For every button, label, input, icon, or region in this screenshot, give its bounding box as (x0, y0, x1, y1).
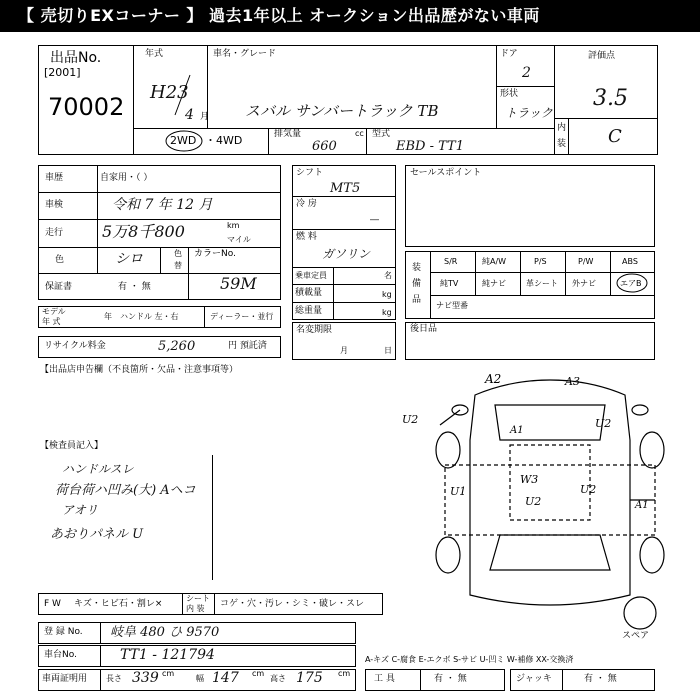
cc-value: 660 (312, 139, 337, 154)
mileage-unit-km: km (227, 221, 240, 230)
damage-mark-u2-center: U2 (525, 495, 542, 508)
model-year-label-1: モデル (42, 307, 66, 316)
wid-label: 幅 (196, 674, 204, 683)
equip-label-2: 備 (412, 279, 422, 289)
equip-airbag: エアB (620, 279, 642, 288)
wid-cm: cm (252, 669, 265, 678)
reg-value: 岐阜 480 ひ 9570 (110, 625, 220, 640)
seat-label-1: シート (186, 594, 210, 603)
inspector-note-1: ハンドルスレ (62, 462, 134, 476)
fw-text: キズ・ヒビ石・割レ× (74, 599, 163, 609)
deadline-day: 日 (384, 346, 392, 355)
damage-mark-u2-left: U2 (402, 413, 419, 426)
deadline-month: 月 (340, 346, 348, 355)
color-change-2: 替 (174, 261, 182, 270)
interior-label-1: 内 (557, 123, 567, 133)
inspector-note-3: アオリ (62, 503, 98, 517)
damage-legend: A-キズ C-腐食 E-エクボ S-サビ U-凹ミ W-補修 XX-交換済 (365, 655, 574, 664)
dealer-label: ディーラー・並行 (210, 312, 274, 321)
warranty-value: 有 ・ 無 (118, 282, 151, 292)
car-name: スバル サンバートラック TB (245, 102, 439, 120)
navi-model-label: ナビ型番 (436, 301, 468, 310)
postday-box (405, 322, 655, 360)
capacity-label: 乗車定員 (295, 271, 327, 280)
equip-ext-navi: 外ナビ (572, 279, 596, 288)
color-value: シロ (115, 251, 143, 267)
drive-2wd: 2WD (170, 134, 197, 147)
model-year-unit: 年 (104, 312, 112, 321)
deadline-label: 名変期限 (296, 325, 333, 335)
color-change-1: 色 (174, 249, 182, 258)
equip-label-1: 装 (412, 263, 422, 273)
inspector-note-4: あおりパネル U (50, 527, 144, 542)
wid-value: 147 (212, 670, 239, 686)
hgt-label: 高さ (270, 674, 286, 683)
lot-number: 70002 (48, 93, 125, 121)
len-label: 長さ (106, 674, 122, 683)
gross-label: 総重量 (295, 306, 323, 316)
lot-sub: [2001] (44, 66, 81, 79)
name-label: 車名・グレード (213, 49, 277, 59)
seat-text: コゲ・穴・汚レ・シミ・破レ・スレ (220, 599, 365, 609)
equip-navi: 純ナビ (482, 279, 506, 288)
spare-label: スペア (622, 631, 650, 641)
damage-mark-a2: A2 (485, 372, 502, 386)
jack-value: 有 ・ 無 (584, 674, 617, 684)
month-unit: 月 (200, 112, 210, 122)
handle-label: ハンドル 左・右 (120, 312, 179, 321)
door-value: 2 (522, 65, 531, 81)
drive-circle (164, 129, 204, 153)
jack-label: ジャッキ (516, 674, 552, 684)
recycle-value: 5,260 (158, 339, 196, 354)
capacity-unit: 名 (384, 271, 392, 280)
year-label: 年式 (145, 49, 164, 59)
grade-label: 評価点 (588, 51, 616, 61)
fuel-label: 燃 料 (296, 232, 317, 242)
mileage-label: 走行 (45, 228, 64, 238)
inspector-label: 【検査員記入】 (40, 441, 104, 451)
equip-ps: P/S (534, 257, 547, 266)
drive-4wd: ・4WD (205, 134, 243, 147)
fuel-value: ガソリン (322, 247, 371, 261)
interior-value: C (608, 126, 622, 147)
declaration-label: 【出品店申告欄（不良箇所・欠品・注意事項等） (40, 365, 239, 375)
tools-label: 工 具 (374, 674, 395, 684)
history-value: 自家用・（ ） (100, 173, 153, 183)
ac-label: 冷 房 (296, 199, 317, 209)
gross-unit: kg (382, 308, 392, 317)
inspection-label: 車検 (45, 200, 64, 210)
damage-mark-a1-front: A1 (510, 425, 524, 436)
grade-value: 3.5 (593, 86, 628, 111)
damage-mark-u1: U1 (450, 485, 467, 498)
model-value: EBD - TT1 (396, 139, 464, 154)
equip-label-3: 品 (412, 295, 422, 305)
cert-label: 車両証明用 (42, 674, 88, 684)
hgt-value: 175 (296, 670, 323, 686)
door-label: ドア (500, 49, 518, 59)
year-value: H23 (150, 82, 189, 103)
color-label: 色 (55, 255, 65, 265)
inspector-note-2: 荷台荷ハ凹み(大) Aヘコ (55, 483, 196, 498)
equip-pw: P/W (578, 257, 594, 266)
equip-aw: 純A/W (482, 257, 507, 266)
hgt-cm: cm (338, 669, 351, 678)
color-code-label: カラーNo. (194, 249, 236, 259)
interior-label-2: 装 (557, 139, 567, 149)
postday-label: 後日品 (410, 324, 438, 334)
load-label: 積載量 (295, 288, 323, 298)
cc-unit: cc (355, 129, 364, 138)
damage-mark-u2-right: U2 (595, 417, 612, 430)
equip-sr: S/R (444, 257, 458, 266)
equip-leather: 革シート (526, 279, 558, 288)
ac-value: ― (370, 215, 379, 225)
shift-value: MT5 (330, 181, 361, 196)
model-year-label-2: 年 式 (42, 317, 61, 326)
color-code-value: 59M (220, 274, 257, 293)
mileage-value: 5万8千800 (102, 222, 185, 241)
equip-abs: ABS (622, 257, 638, 266)
chassis-value: TT1 - 121794 (120, 647, 215, 663)
damage-mark-a1-side: A1 (635, 500, 649, 511)
recycle-label: リサイクル料金 (44, 341, 106, 351)
sales-point-label: セールスポイント (410, 168, 482, 178)
tools-value: 有 ・ 無 (434, 674, 467, 684)
load-unit: kg (382, 290, 392, 299)
history-label: 車歴 (45, 173, 64, 183)
damage-mark-u2-rear: U2 (580, 483, 597, 496)
len-value: 339 (132, 670, 159, 686)
warranty-label: 保証書 (45, 282, 73, 292)
shape-label: 形状 (500, 89, 519, 99)
equip-tv: 純TV (440, 279, 459, 288)
shape-value: トラック (505, 106, 553, 120)
damage-mark-w3: W3 (520, 473, 539, 486)
airbag-circle (614, 272, 654, 294)
lot-label: 出品No. (50, 50, 102, 66)
len-cm: cm (162, 669, 175, 678)
recycle-unit: 円 預託済 (228, 341, 267, 351)
reg-label: 登 録 No. (44, 627, 83, 637)
damage-mark-a3: A3 (565, 375, 580, 388)
month-value: 4 (185, 107, 194, 123)
model-label: 型式 (372, 129, 391, 139)
inspection-value: 令和 7 年 12 月 (112, 197, 213, 213)
seat-label-2: 内 装 (186, 604, 205, 613)
banner-title: 【 売切りEXコーナー 】 過去1年以上 オークション出品歴がない車両 (0, 0, 700, 32)
shift-label: シフト (296, 168, 324, 178)
mileage-unit-mile: マイル (227, 235, 251, 244)
date-slash (165, 70, 205, 123)
fw-label: F W (44, 599, 61, 609)
car-diagram (400, 365, 680, 635)
chassis-label: 車台No. (44, 650, 77, 660)
cc-label: 排気量 (274, 129, 302, 139)
